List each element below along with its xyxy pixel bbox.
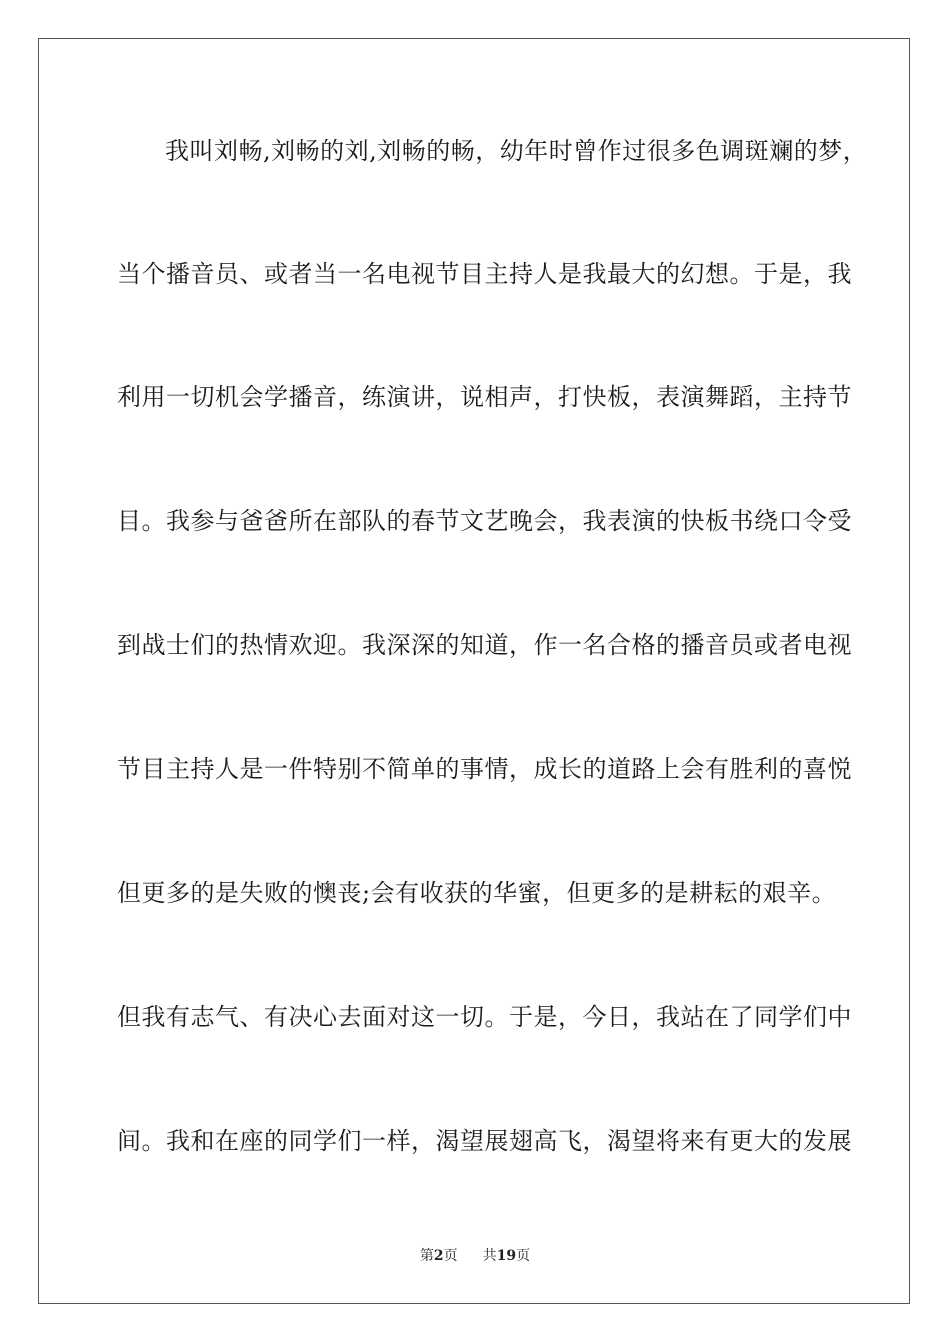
total-pages: 19: [496, 1248, 517, 1264]
paragraph-line-6: 节目主持人是一件特别不简单的事情，成长的道路上会有胜利的喜悦: [117, 755, 852, 783]
total-prefix: 共: [482, 1248, 497, 1264]
page-number: [420, 1246, 458, 1266]
page-suffix: 页: [443, 1248, 458, 1264]
paragraph-line-4: 目。我参与爸爸所在部队的春节文艺晚会，我表演的快板书绕口令受: [117, 507, 852, 535]
paragraph-line-1: 我叫刘畅,刘畅的刘,刘畅的畅，幼年时曾作过很多色调斑斓的梦，: [165, 137, 868, 165]
paragraph-line-7: 但更多的是失败的懊丧;会有收获的华蜜，但更多的是耕耘的艰辛。: [117, 879, 837, 907]
page-prefix: 第: [419, 1248, 434, 1264]
total-suffix: 页: [516, 1248, 531, 1264]
current-page: 2: [433, 1248, 444, 1264]
paragraph-line-2: 当个播音员、或者当一名电视节目主持人是我最大的幻想。于是，我: [117, 260, 852, 288]
paragraph-line-5: 到战士们的热情欢迎。我深深的知道，作一名合格的播音员或者电视: [117, 631, 852, 659]
paragraph-line-8: 但我有志气、有决心去面对这一切。于是，今日，我站在了同学们中: [117, 1003, 852, 1031]
page-border: [38, 38, 910, 1304]
paragraph-line-3: 利用一切机会学播音，练演讲，说相声，打快板，表演舞蹈，主持节: [117, 383, 852, 411]
paragraph-line-9: 间。我和在座的同学们一样，渴望展翅高飞，渴望将来有更大的发展: [117, 1127, 852, 1155]
page-total: [483, 1246, 530, 1266]
page-footer: [0, 1246, 950, 1266]
